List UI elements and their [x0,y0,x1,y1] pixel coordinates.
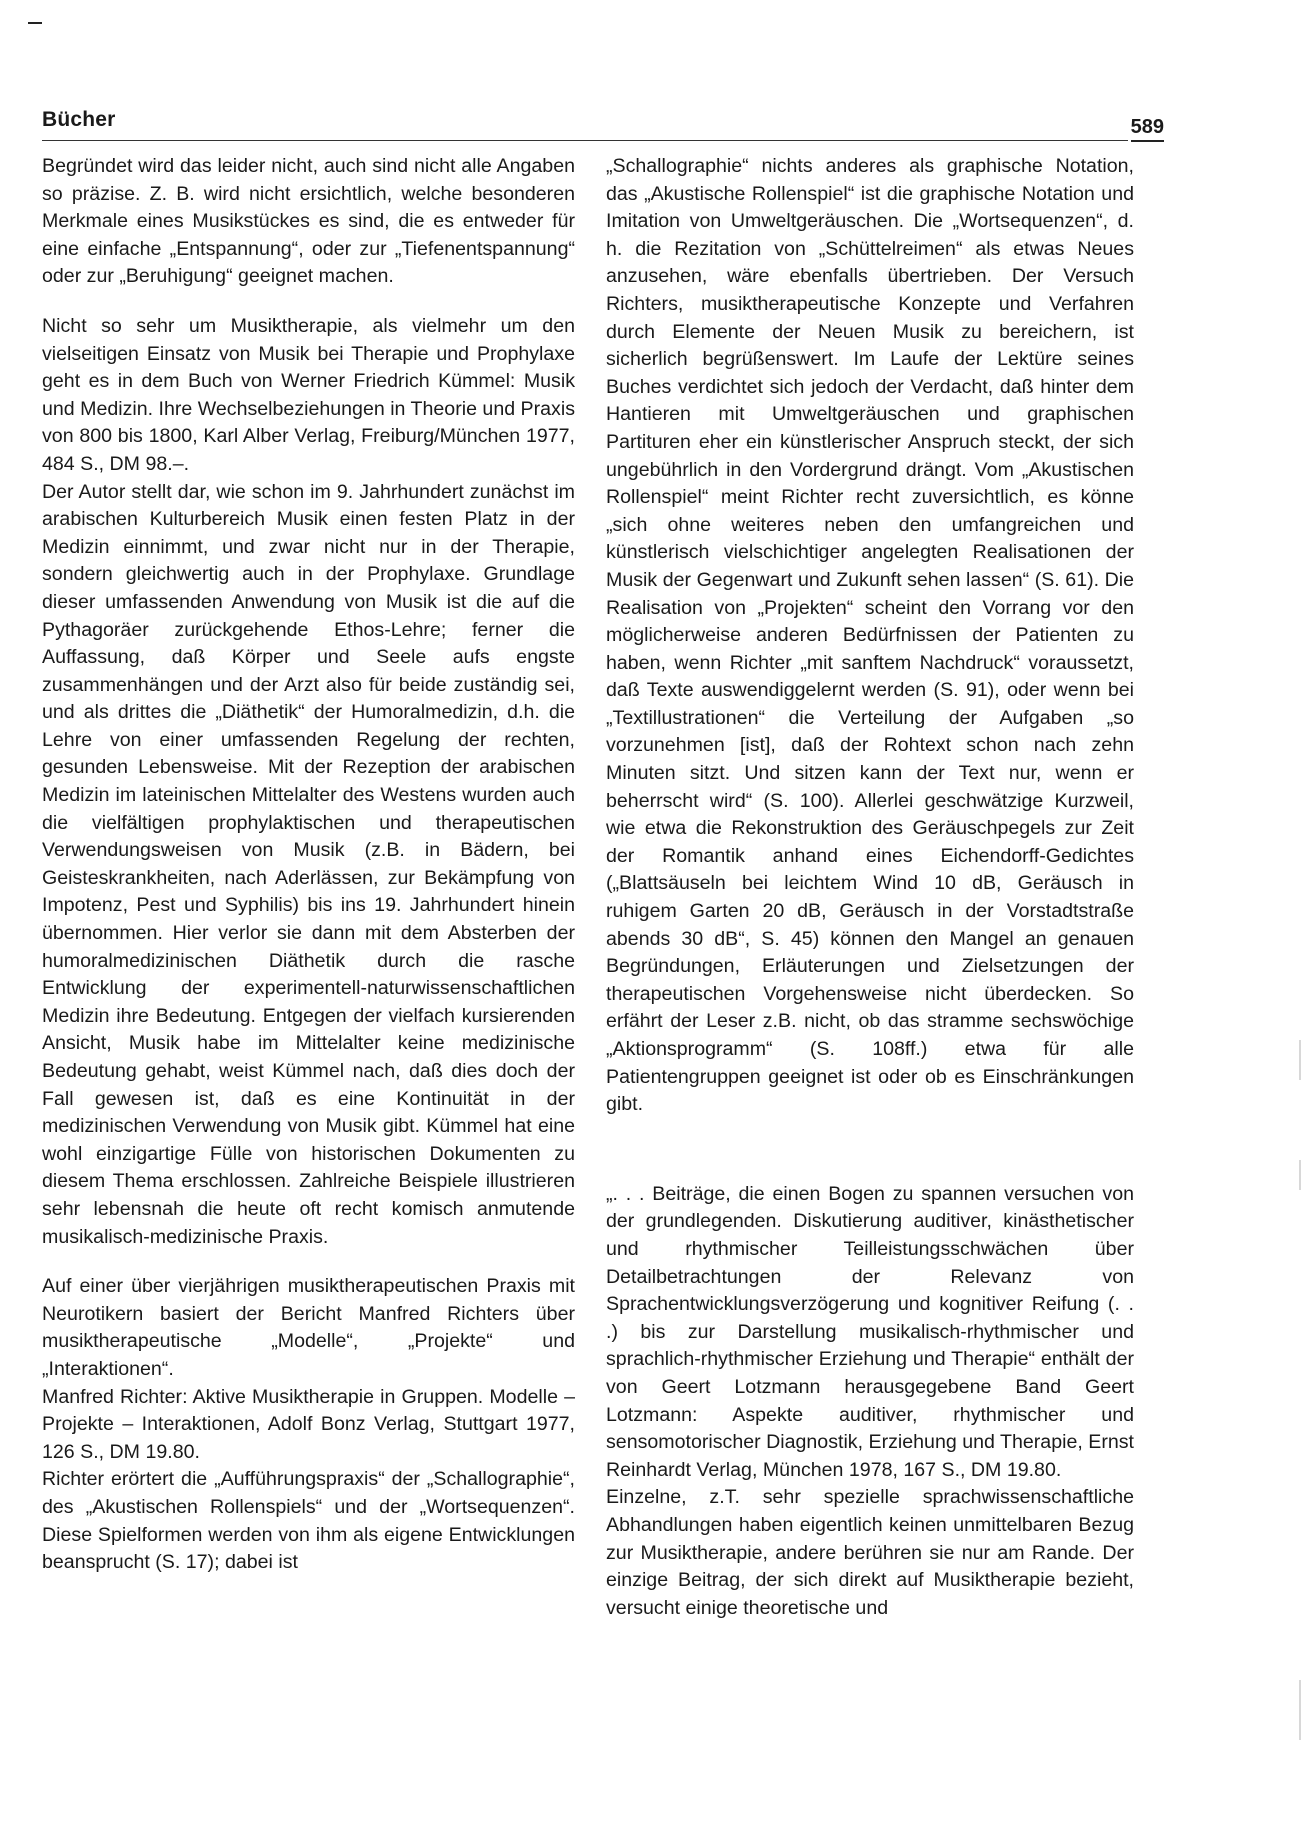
header-rule [42,140,1128,141]
paragraph: Richter erörtert die „Aufführungspraxis“ der „Schallographie“, des „Akustischen Rollenspiels“ und der „Wortsequenzen“. Diese Spielformen werden von ihm als eigene Entwicklungen beansprucht (S. 17); dabei ist [42,1468,575,1574]
paragraph: Der Autor stellt dar, wie schon im 9. Jahrhundert zunächst im arabischen Kulturbereich Musik einen festen Platz in der Medizin einnimmt, und zwar nicht nur in der Therapie, sondern gleichwertig auch in der Prophylaxe. Grundlage dieser umfassenden Anwendung von Musik ist die auf die Pythagoräer zurückgehende Ethos-Lehre; ferner die Auffassung, daß Körper und Seele aufs engste zusammenhängen und der Arzt also für beide zuständig sei, und als drittes die „Diäthetik“ der Humoralmedizin, d.h. die Lehre von einer umfassenden Regelung der rechten, gesunden Lebensweise. Mit der Rezeption der arabischen Medizin im lateinischen Mittelalter des Westens wurden auch die vielfältigen prophylaktischen und therapeutischen Verwendungsweisen von Musik (z.B. in Bädern, bei Geisteskrankheiten, nach Aderlässen, zur Bekämpfung von Impotenz, Pest und Syphilis) bis ins 19. Jahrhundert hinein übernommen. Hier verlor sie dann mit dem Absterben der humoralmedizinischen Diäthetik durch die rasche Entwicklung der experimentell-naturwissenschaftlichen Medizin ihre Bedeutung. Entgegen der vielfach kursierenden Ansicht, Musik habe im Mittelalter keine medizinische Bedeutung gehabt, weist Kümmel nach, daß dies doch der Fall gewesen ist, daß es eine Kontinuität in der medizinischen Verwendung von Musik gibt. Kümmel hat eine wohl einzigartige Fülle von historischen Dokumenten zu diesem Thema erschlossen. Zahlreiche Beispiele illustrieren sehr lebensnah die heute oft recht komisch anmutende musikalisch-medizinische Praxis. [42,480,575,1248]
section-title: Bücher [42,108,116,131]
margin-speck [1299,1040,1301,1080]
paragraph: „. . . Beiträge, die einen Bogen zu spannen versuchen von der grundlegenden. Diskutierung auditiver, kinästhetischer und rhythmischer Teilleistungsschwächen über Detailbetrachtungen der Relevanz von Sprachentwicklungsverzögerung und kognitiver Reifung (. . .) bis zur Darstellung musikalisch-rhythmischer und sprachlich-rhythmischer Erziehung und Therapie“ enthält der von Geert Lotzmann herausgegebene Band Geert Lotzmann: Aspekte auditiver, rhythmischer und sensomotorischer Diagnostik, Erziehung und Therapie, Ernst Reinhardt Verlag, München 1978, 167 S., DM 19.80. [606,1182,1134,1481]
right-column [606,153,1134,1622]
paragraph: Manfred Richter: Aktive Musiktherapie in Gruppen. Modelle – Projekte – Interaktionen, Adolf Bonz Verlag, Stuttgart 1977, 126 S., DM 19.80. [42,1385,575,1463]
left-column [42,153,575,1577]
paragraph: Auf einer über vierjährigen musiktherapeutischen Praxis mit Neurotikern basiert der Bericht Manfred Richters über musiktherapeutische „Modelle“, „Projekte“ und „Interaktionen“. [42,1275,575,1380]
paragraph: Nicht so sehr um Musiktherapie, als vielmehr um den vielseitigen Einsatz von Musik bei Therapie und Prophylaxe geht es in dem Buch von Werner Friedrich Kümmel: Musik und Medizin. Ihre Wechselbeziehungen in Theorie und Praxis von 800 bis 1800, Karl Alber Verlag, Freiburg/München 1977, 484 S., DM 98.–. [42,314,575,475]
paragraph-gap [42,1251,575,1273]
page-header [42,108,1164,140]
margin-speck [1299,1160,1301,1190]
paragraph: „Schallographie“ nichts anderes als graphische Notation, das „Akustische Rollenspiel“ ist die graphische Notation und Imitation von Umweltgeräuschen. Die „Wortsequenzen“, d. h. die Rezitation von „Schüttelreimen“ als etwas Neues anzusehen, wäre ebenfalls übertrieben. Der Versuch Richters, musiktherapeutische Konzepte und Verfahren durch Elemente der Neuen Musik zu bereichern, ist sicherlich begrüßenswert. Im Laufe der Lektüre seines Buches verdichtet sich jedoch der Verdacht, daß hinter dem Hantieren mit Umweltgeräuschen und graphischen Partituren eher ein künstlerischer Anspruch steckt, der sich ungebührlich in den Vordergrund drängt. Vom „Akustischen Rollenspiel“ meint Richter recht zuversichtlich, es könne „sich ohne weiteres neben den umfangreichen und künstlerisch vielschichtiger angelegten Realisationen der Musik der Gegenwart und Zukunft sehen lassen“ (S. 61). Die Realisation von „Projekten“ scheint den Vorrang vor den möglicherweise anderen Bedürfnissen der Patienten zu haben, wenn Richter „mit sanftem Nachdruck“ voraussetzt, daß Texte auswendiggelernt werden (S. 91), oder wenn bei „Textillustrationen“ die Verteilung der Aufgaben „so vorzunehmen [ist], daß der Rohtext schon nach zehn Minuten sitzt. Und sitzen kann der Text nur, wenn er beherrscht wird“ (S. 100). Allerlei geschwätzige Kurzweil, wie etwa die Rekonstruktion des Geräuschpegels zur Zeit der Romantik anhand eines Eichendorff-Gedichtes („Blattsäuseln bei leichtem Wind 10 dB, Geräusch in ruhigem Garten 20 dB, Geräusch in der Vorstadtstraße abends 30 dB“, S. 45) können den Mangel an genauen Begründungen, Erläuterungen und Zielsetzungen der therapeutischen Vorgehensweise nicht überdecken. So erfährt der Leser z.B. nicht, ob das stramme sechswöchige „Aktionsprogramm“ (S. 108ff.) etwa für alle Patientengruppen geeignet ist oder ob es Einschränkungen gibt. [606,155,1134,1116]
page-number: 589 [1131,116,1164,142]
paragraph: Einzelne, z.T. sehr spezielle sprachwissenschaftliche Abhandlungen haben eigentlich keinen unmittelbaren Bezug zur Musiktherapie, andere berühren sie nur am Rande. Der einzige Beitrag, der sich direkt auf Musiktherapie bezieht, versucht einige theoretische und [606,1486,1134,1619]
scan-mark [28,22,42,24]
paragraph-gap [606,1119,1134,1181]
paragraph-gap [42,291,575,313]
paragraph: Begründet wird das leider nicht, auch sind nicht alle Angaben so präzise. Z. B. wird nicht ersichtlich, welche besonderen Merkmale eines Musikstückes es sind, die es entweder für eine einfache „Entspannung“, oder zur „Tiefenentspannung“ oder zur „Beruhigung“ geeignet machen. [42,155,575,288]
margin-speck [1299,1680,1301,1740]
